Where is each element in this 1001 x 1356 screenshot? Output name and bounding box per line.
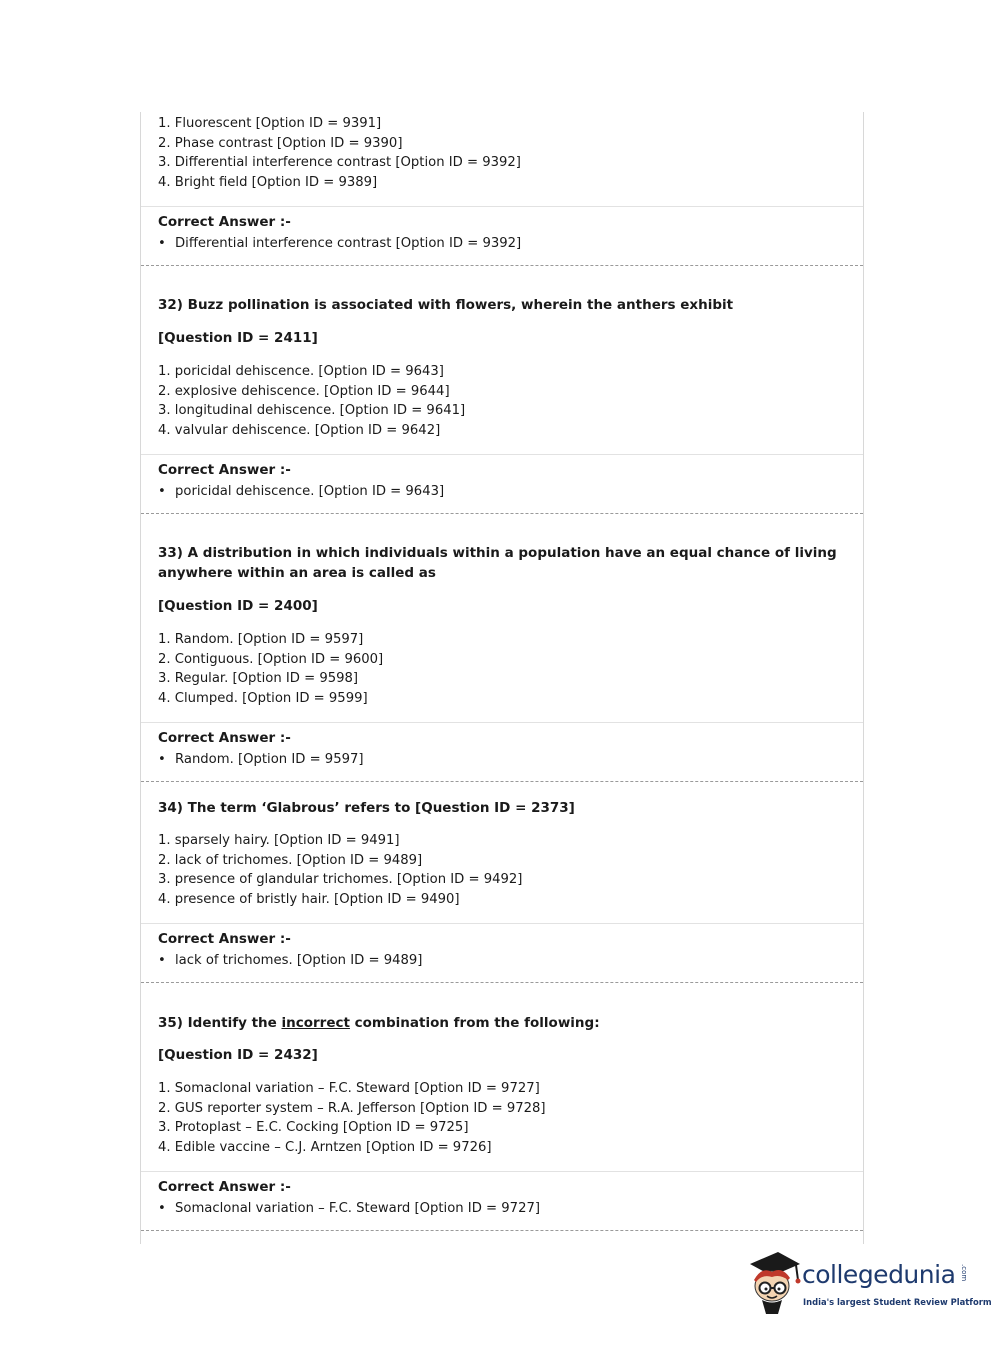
option: 4. Clumped. [Option ID = 9599]	[158, 690, 368, 706]
question-separator	[141, 1230, 863, 1231]
q31-options	[141, 114, 880, 192]
brand-name: collegedunia	[802, 1260, 956, 1289]
correct-answer-label: Correct Answer :-	[158, 931, 291, 947]
correct-answer-text: lack of trichomes. [Option ID = 9489]	[175, 953, 423, 968]
option: 1. Random. [Option ID = 9597]	[158, 632, 364, 647]
option: 3. longitudinal dehiscence. [Option ID = 9641]	[158, 403, 466, 418]
correct-answer-label: Correct Answer :-	[158, 730, 291, 746]
correct-answer-label: Correct Answer :-	[158, 1179, 291, 1195]
question-title-prefix: 35) Identify the	[158, 1015, 282, 1031]
option: 4. Edible vaccine – C.J. Arntzen [Option ID = 9726]	[158, 1139, 492, 1155]
correct-answer-text: poricidal dehiscence. [Option ID = 9643]	[175, 484, 445, 499]
correct-answer	[158, 236, 521, 251]
option: 2. Contiguous. [Option ID = 9600]	[158, 651, 384, 667]
question-title: 32) Buzz pollination is associated with flowers, wherein the anthers exhibit	[158, 297, 734, 313]
option: 2. lack of trichomes. [Option ID = 9489]	[158, 852, 423, 868]
divider	[141, 722, 863, 723]
option: 4. valvular dehiscence. [Option ID = 9642]	[158, 422, 441, 438]
option: 3. presence of glandular trichomes. [Option ID = 9492]	[158, 872, 523, 887]
option: 2. Phase contrast [Option ID = 9390]	[158, 135, 403, 151]
correct-answer-label: Correct Answer :-	[158, 462, 291, 478]
bullet-icon: •	[158, 1201, 166, 1216]
correct-answer	[158, 484, 444, 499]
brand-tagline: India's largest Student Review Platform	[803, 1297, 992, 1307]
question-separator	[141, 781, 863, 782]
question-separator	[141, 265, 863, 266]
option: 1. Fluorescent [Option ID = 9391]	[158, 116, 382, 131]
divider	[141, 923, 863, 924]
question-sheet	[140, 112, 864, 1244]
collegedunia-logo	[742, 1250, 992, 1320]
correct-answer	[158, 1201, 540, 1216]
divider	[141, 1171, 863, 1172]
question-id: [Question ID = 2432]	[158, 1047, 318, 1063]
bullet-icon: •	[158, 236, 166, 251]
divider	[141, 206, 863, 207]
question-title: 33) A distribution in which individuals within a population have an equal chance of living anywhere within an area is called as	[158, 545, 837, 581]
brand-domain: .com	[960, 1264, 968, 1282]
question-separator	[141, 982, 863, 983]
question-title	[158, 1013, 838, 1033]
bullet-icon: •	[158, 484, 166, 499]
question-id: [Question ID = 2411]	[158, 330, 318, 346]
q35-options	[141, 1079, 880, 1157]
option: 3. Regular. [Option ID = 9598]	[158, 671, 359, 686]
q32-options	[141, 362, 880, 440]
bullet-icon: •	[158, 953, 166, 968]
question-separator	[141, 513, 863, 514]
option: 3. Protoplast – E.C. Cocking [Option ID = 9725]	[158, 1120, 469, 1135]
correct-answer-text: Somaclonal variation – F.C. Steward [Option ID = 9727]	[175, 1201, 540, 1216]
correct-answer-text: Random. [Option ID = 9597]	[175, 752, 364, 767]
underlined-word: incorrect	[281, 1015, 350, 1031]
option: 3. Differential interference contrast [Option ID = 9392]	[158, 155, 521, 170]
question-title-suffix: combination from the following:	[349, 1015, 600, 1031]
option: 1. poricidal dehiscence. [Option ID = 9643]	[158, 364, 444, 379]
q34-options	[141, 831, 880, 909]
option: 1. Somaclonal variation – F.C. Steward [Option ID = 9727]	[158, 1081, 540, 1096]
question-id: [Question ID = 2400]	[158, 598, 318, 614]
option: 2. explosive dehiscence. [Option ID = 9644]	[158, 383, 450, 399]
divider	[141, 454, 863, 455]
option: 4. Bright field [Option ID = 9389]	[158, 174, 378, 190]
graduate-mascot-icon	[742, 1250, 802, 1316]
correct-answer	[158, 752, 364, 767]
question-title: 34) The term ‘Glabrous’ refers to [Question ID = 2373]	[158, 800, 575, 816]
correct-answer-label: Correct Answer :-	[158, 214, 291, 230]
correct-answer-text: Differential interference contrast [Option ID = 9392]	[175, 236, 522, 251]
option: 1. sparsely hairy. [Option ID = 9491]	[158, 833, 400, 848]
correct-answer	[158, 953, 422, 968]
option: 2. GUS reporter system – R.A. Jefferson [Option ID = 9728]	[158, 1100, 546, 1116]
option: 4. presence of bristly hair. [Option ID = 9490]	[158, 891, 460, 907]
bullet-icon: •	[158, 752, 166, 767]
q33-options	[141, 630, 880, 708]
